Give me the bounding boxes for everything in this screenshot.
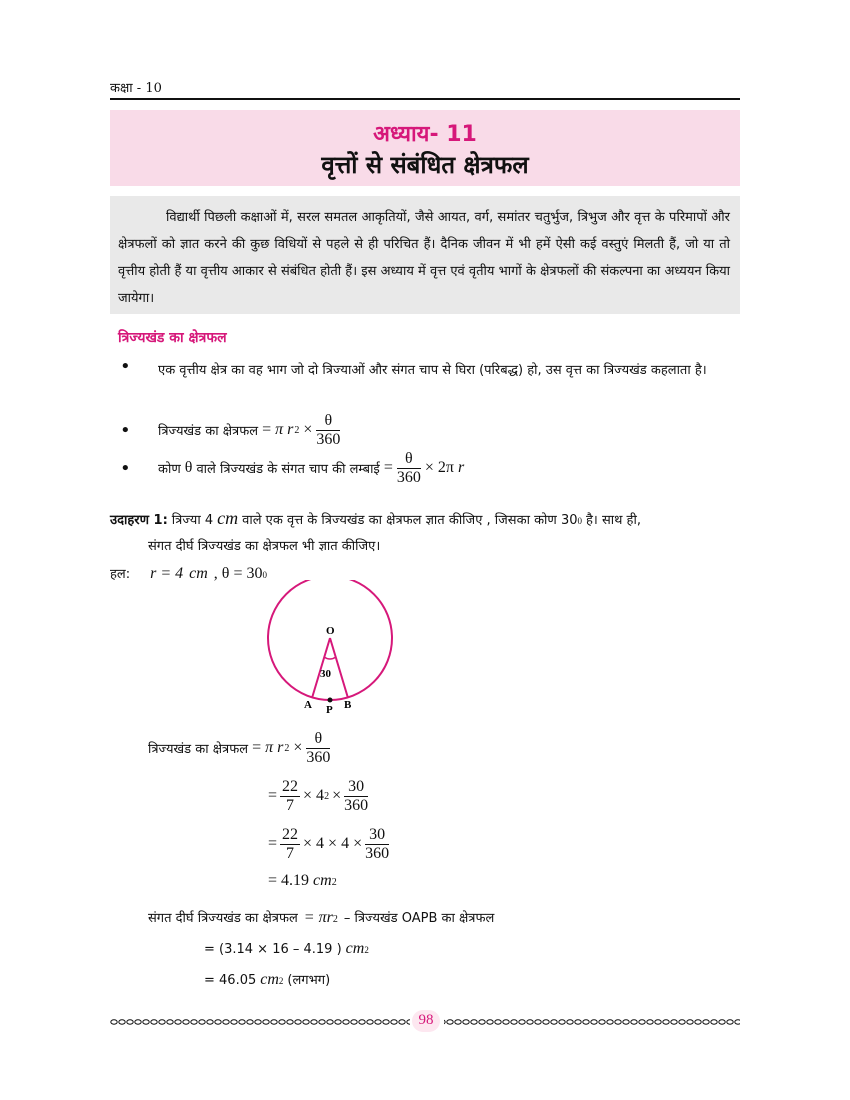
denominator: 360 [306,748,331,766]
solution-given [110,564,267,583]
arc-length-formula [158,446,464,490]
unit-cm: cm [345,940,365,957]
section-heading: त्रिज्यखंड का क्षेत्रफल [118,330,227,346]
times-sign: × [332,787,342,804]
bullet-icon: • [120,420,131,441]
label-a: A [304,699,312,711]
unit-cm: cm [260,971,279,988]
unit-cm: cm [217,508,239,528]
times-sign: × [424,459,434,476]
example-line-2: संगत दीर्घ त्रिज्यखंड का क्षेत्रफल भी ज्ञात कीजिए। [148,539,381,554]
times-sign: × [293,739,303,756]
major-step2-text: = 46.05 [204,973,257,988]
radius-symbol: r [287,421,294,438]
bullet-icon: • [120,458,131,479]
given-theta: , θ = 30 [213,565,263,582]
running-head: कक्षा - 10 [110,81,162,96]
header-rule [110,98,740,100]
major-step-1 [204,940,369,958]
unit-cm: cm [189,565,208,582]
pi-symbol: π [265,739,274,756]
numerator: 22 [282,825,299,843]
numerator: θ [397,450,421,469]
bullet-definition: एक वृत्तीय क्षेत्र का वह भाग जो दो त्रिज्याओं और संगत चाप से घिरा (परिबद्ध) हो, उस वृत्त का त्रिज्यखंड कहलाता है। [158,363,707,378]
theta-symbol: θ [184,459,193,476]
example-text-b: वाले एक वृत्त के त्रिज्यखंड का क्षेत्रफल ज्ञात कीजिए , जिसका कोण 30 [242,513,578,528]
unit-cm: cm [313,872,332,889]
area-label: त्रिज्यखंड का क्षेत्रफल [148,742,249,757]
example-text-c: है। साथ ही, [586,513,641,528]
solution-area-line [148,726,330,770]
pi-symbol: π [275,421,284,438]
sector-diagram [260,580,400,715]
fraction-22-7 [280,826,300,863]
fraction-30-360 [365,826,389,863]
approx-text: (लगभग) [287,973,331,988]
fraction-30-360 [344,778,368,815]
label-o: O [326,625,335,637]
chapter-title: वृत्तों से संबंधित क्षेत्रफल [321,151,529,179]
chapter-number: अध्याय- 11 [373,122,477,147]
numerator: 30 [344,778,368,797]
example-text-a: त्रिज्या 4 [171,513,214,528]
square-exponent: 2 [284,742,290,754]
given-radius: r = 4 [150,565,184,582]
fraction-22-7 [280,778,300,815]
denominator: 360 [316,430,341,448]
angle-arc [324,657,336,659]
step1-mid: × 4 [303,787,325,804]
intro-text: विद्यार्थी पिछली कक्षाओं में, सरल समतल आकृतियों, जैसे आयत, वर्ग, समांतर चतुर्भुज, त्रिभुज और वृत्त के परिमापों और क्षेत्रफलों को ज्ञात करने की कुछ विधियों से पहले से ही परिचित हैं। दैनिक जीवन में भी हमें ऐसी कई वस्तुएं मिलती हैं, जो या तो वृत्तीय होती हैं या वृत्तीय आकार से संबंधित होती हैं। इस अध्याय में वृत्त एवं वृतीय भागों के क्षेत्रफलों की संकल्पना का अध्ययन किया जायेगा। [118,210,730,306]
equals-sign: = [268,835,278,852]
label-b: B [344,699,352,711]
page-number: 98 [418,1012,434,1028]
example-label: उदाहरण 1: [110,513,168,528]
arc-label-b: वाले त्रिज्यखंड के संगत चाप की लम्बाई [196,462,380,477]
equals-sign: = [252,739,262,756]
arc-label-a: कोण [158,462,181,477]
equals-sign: = [383,459,393,476]
chapter-title-box [110,110,740,186]
numerator: θ [316,412,340,431]
square-exponent: 2 [324,790,330,802]
major-label: संगत दीर्घ त्रिज्यखंड का क्षेत्रफल [148,911,298,926]
degree-mark: 0 [262,570,267,580]
denominator: 360 [365,844,390,862]
major-step-2 [204,970,330,989]
major-rest: – त्रिज्यखंड OAPB का क्षेत्रफल [343,911,495,926]
square-exponent: 2 [278,976,284,986]
solution-step-2 [268,822,389,866]
theta-over-360 [397,450,421,487]
radius-ob [330,638,348,698]
square-exponent: 2 [332,914,338,925]
theta-over-360 [306,730,330,767]
step2-mid: × 4 × 4 × [303,835,363,852]
major-sector-line [148,908,494,927]
label-p: P [326,704,333,715]
point-p [328,698,333,703]
denominator: 360 [396,468,421,486]
square-exponent: 2 [331,877,337,888]
formula-label: त्रिज्यखंड का क्षेत्रफल [158,424,259,439]
radius-symbol: r [277,739,284,756]
radius-symbol: r [457,459,465,476]
two-pi: 2π [437,459,454,476]
denominator: 7 [286,796,295,814]
label-angle: 30 [320,668,331,680]
example-line-1 [110,508,750,529]
denominator: 360 [344,796,369,814]
major-formula: = πr [303,909,333,926]
times-sign: × [303,421,313,438]
intro-box [110,196,740,314]
square-exponent: 2 [294,424,300,436]
bullet-icon: • [120,356,131,377]
solution-label: हल: [110,567,131,582]
equals-sign: = [268,787,278,804]
degree-mark: 0 [577,516,582,526]
square-exponent: 2 [364,945,369,955]
numerator: 22 [282,777,299,795]
theta-over-360 [316,412,340,449]
denominator: 7 [286,844,295,862]
numerator: 30 [365,826,389,845]
numerator: θ [306,730,330,749]
solution-step-1 [268,774,368,818]
result-value: = 4.19 [268,872,310,889]
solution-result [268,872,337,890]
major-step1-text: = (3.14 × 16 – 4.19 ) [204,942,342,957]
equals-sign: = [262,421,272,438]
